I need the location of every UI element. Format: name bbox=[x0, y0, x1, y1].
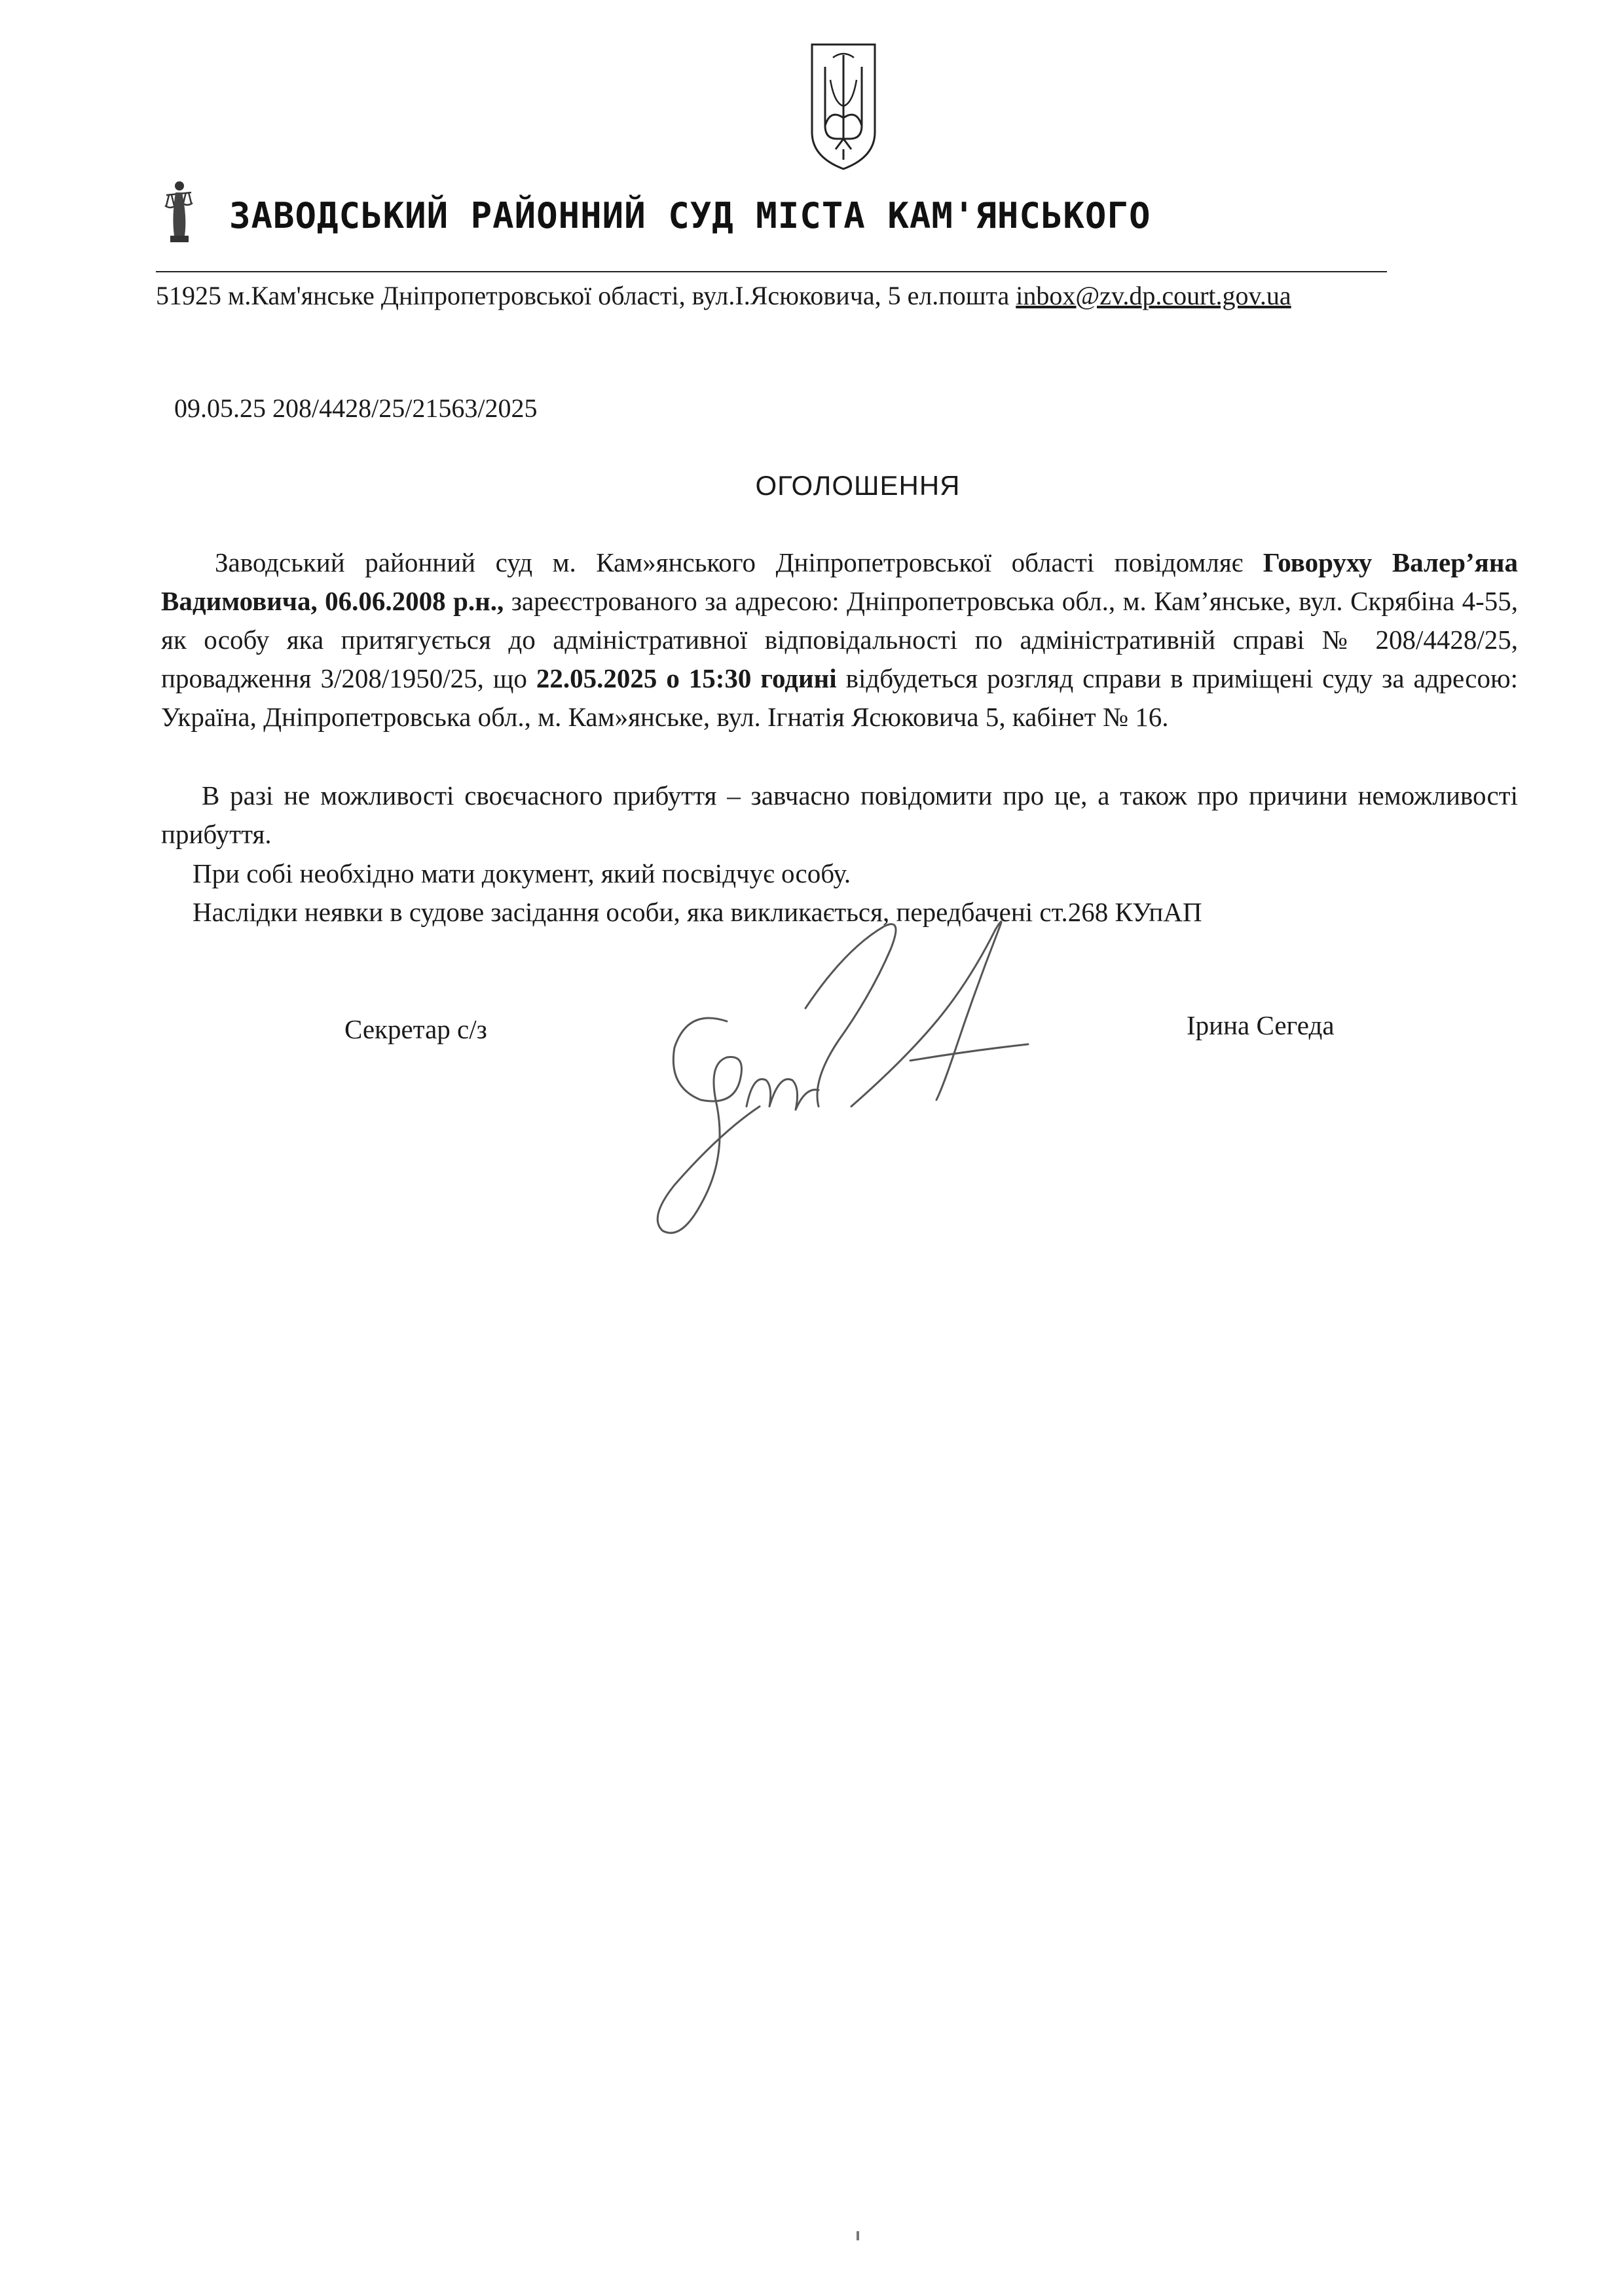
notice-consequences-text: Наслідки неявки в судове засідання особи, яка викликається, передбачені ст.268 КУпАП bbox=[193, 897, 1202, 927]
document-title: ОГОЛОШЕННЯ bbox=[755, 470, 961, 501]
notice-paragraph-main bbox=[161, 543, 1518, 737]
notice-absence-text: В разі не можливості своєчасного прибуття – завчасно повідомити про це, а також про причини неможливості прибуття. bbox=[161, 780, 1518, 849]
page-mark bbox=[857, 2231, 859, 2240]
handwritten-signature bbox=[629, 910, 1048, 1250]
notice-paragraph-id bbox=[161, 854, 1518, 893]
notice-text-location: відбудеться розгляд справи в приміщені суду за адресою: Україна, Дніпропетровська обл., м. Кам»янське, вул. Ігнатія Ясюковича 5, кабінет № 16. bbox=[161, 663, 1518, 732]
court-email-link[interactable]: inbox@zv.dp.court.gov.ua bbox=[1016, 281, 1291, 310]
court-address-text: 51925 м.Кам'янське Дніпропетровської області, вул.І.Ясюковича, 5 ел.пошта bbox=[156, 281, 1016, 310]
secretary-name: Ірина Сегеда bbox=[1187, 1010, 1335, 1040]
court-address bbox=[156, 280, 1291, 311]
themis-icon bbox=[162, 178, 195, 245]
court-name: ЗАВОДСЬКИЙ РАЙОННИЙ СУД МІСТА КАМ'ЯНСЬКОГО bbox=[229, 195, 1151, 236]
header-divider bbox=[156, 271, 1387, 272]
notice-paragraph-absence bbox=[161, 776, 1518, 854]
notice-person-name: Говоруху Валер’яна Вадимовича, 06.06.2008 р.н., bbox=[161, 547, 1518, 616]
notice-hearing-datetime: 22.05.2025 о 15:30 годині bbox=[536, 663, 837, 693]
notice-id-text: При собі необхідно мати документ, який посвідчує особу. bbox=[193, 858, 851, 888]
notice-text-details: зареєстрованого за адресою: Дніпропетровська обл., м. Кам’янське, вул. Скрябіна 4-55, як особу яка притягується до адміністративної відповідальності по адміністративній справі № 208/4428/25, провадження 3/208/1950/25, що bbox=[161, 586, 1518, 693]
document-reference: 09.05.25 208/4428/25/21563/2025 bbox=[174, 393, 538, 423]
notice-text-intro: Заводський районний суд м. Кам»янського Дніпропетровської області повідомляє bbox=[215, 547, 1263, 577]
coat-of-arms-icon bbox=[804, 41, 883, 172]
secretary-role: Секретар с/з bbox=[344, 1014, 487, 1044]
